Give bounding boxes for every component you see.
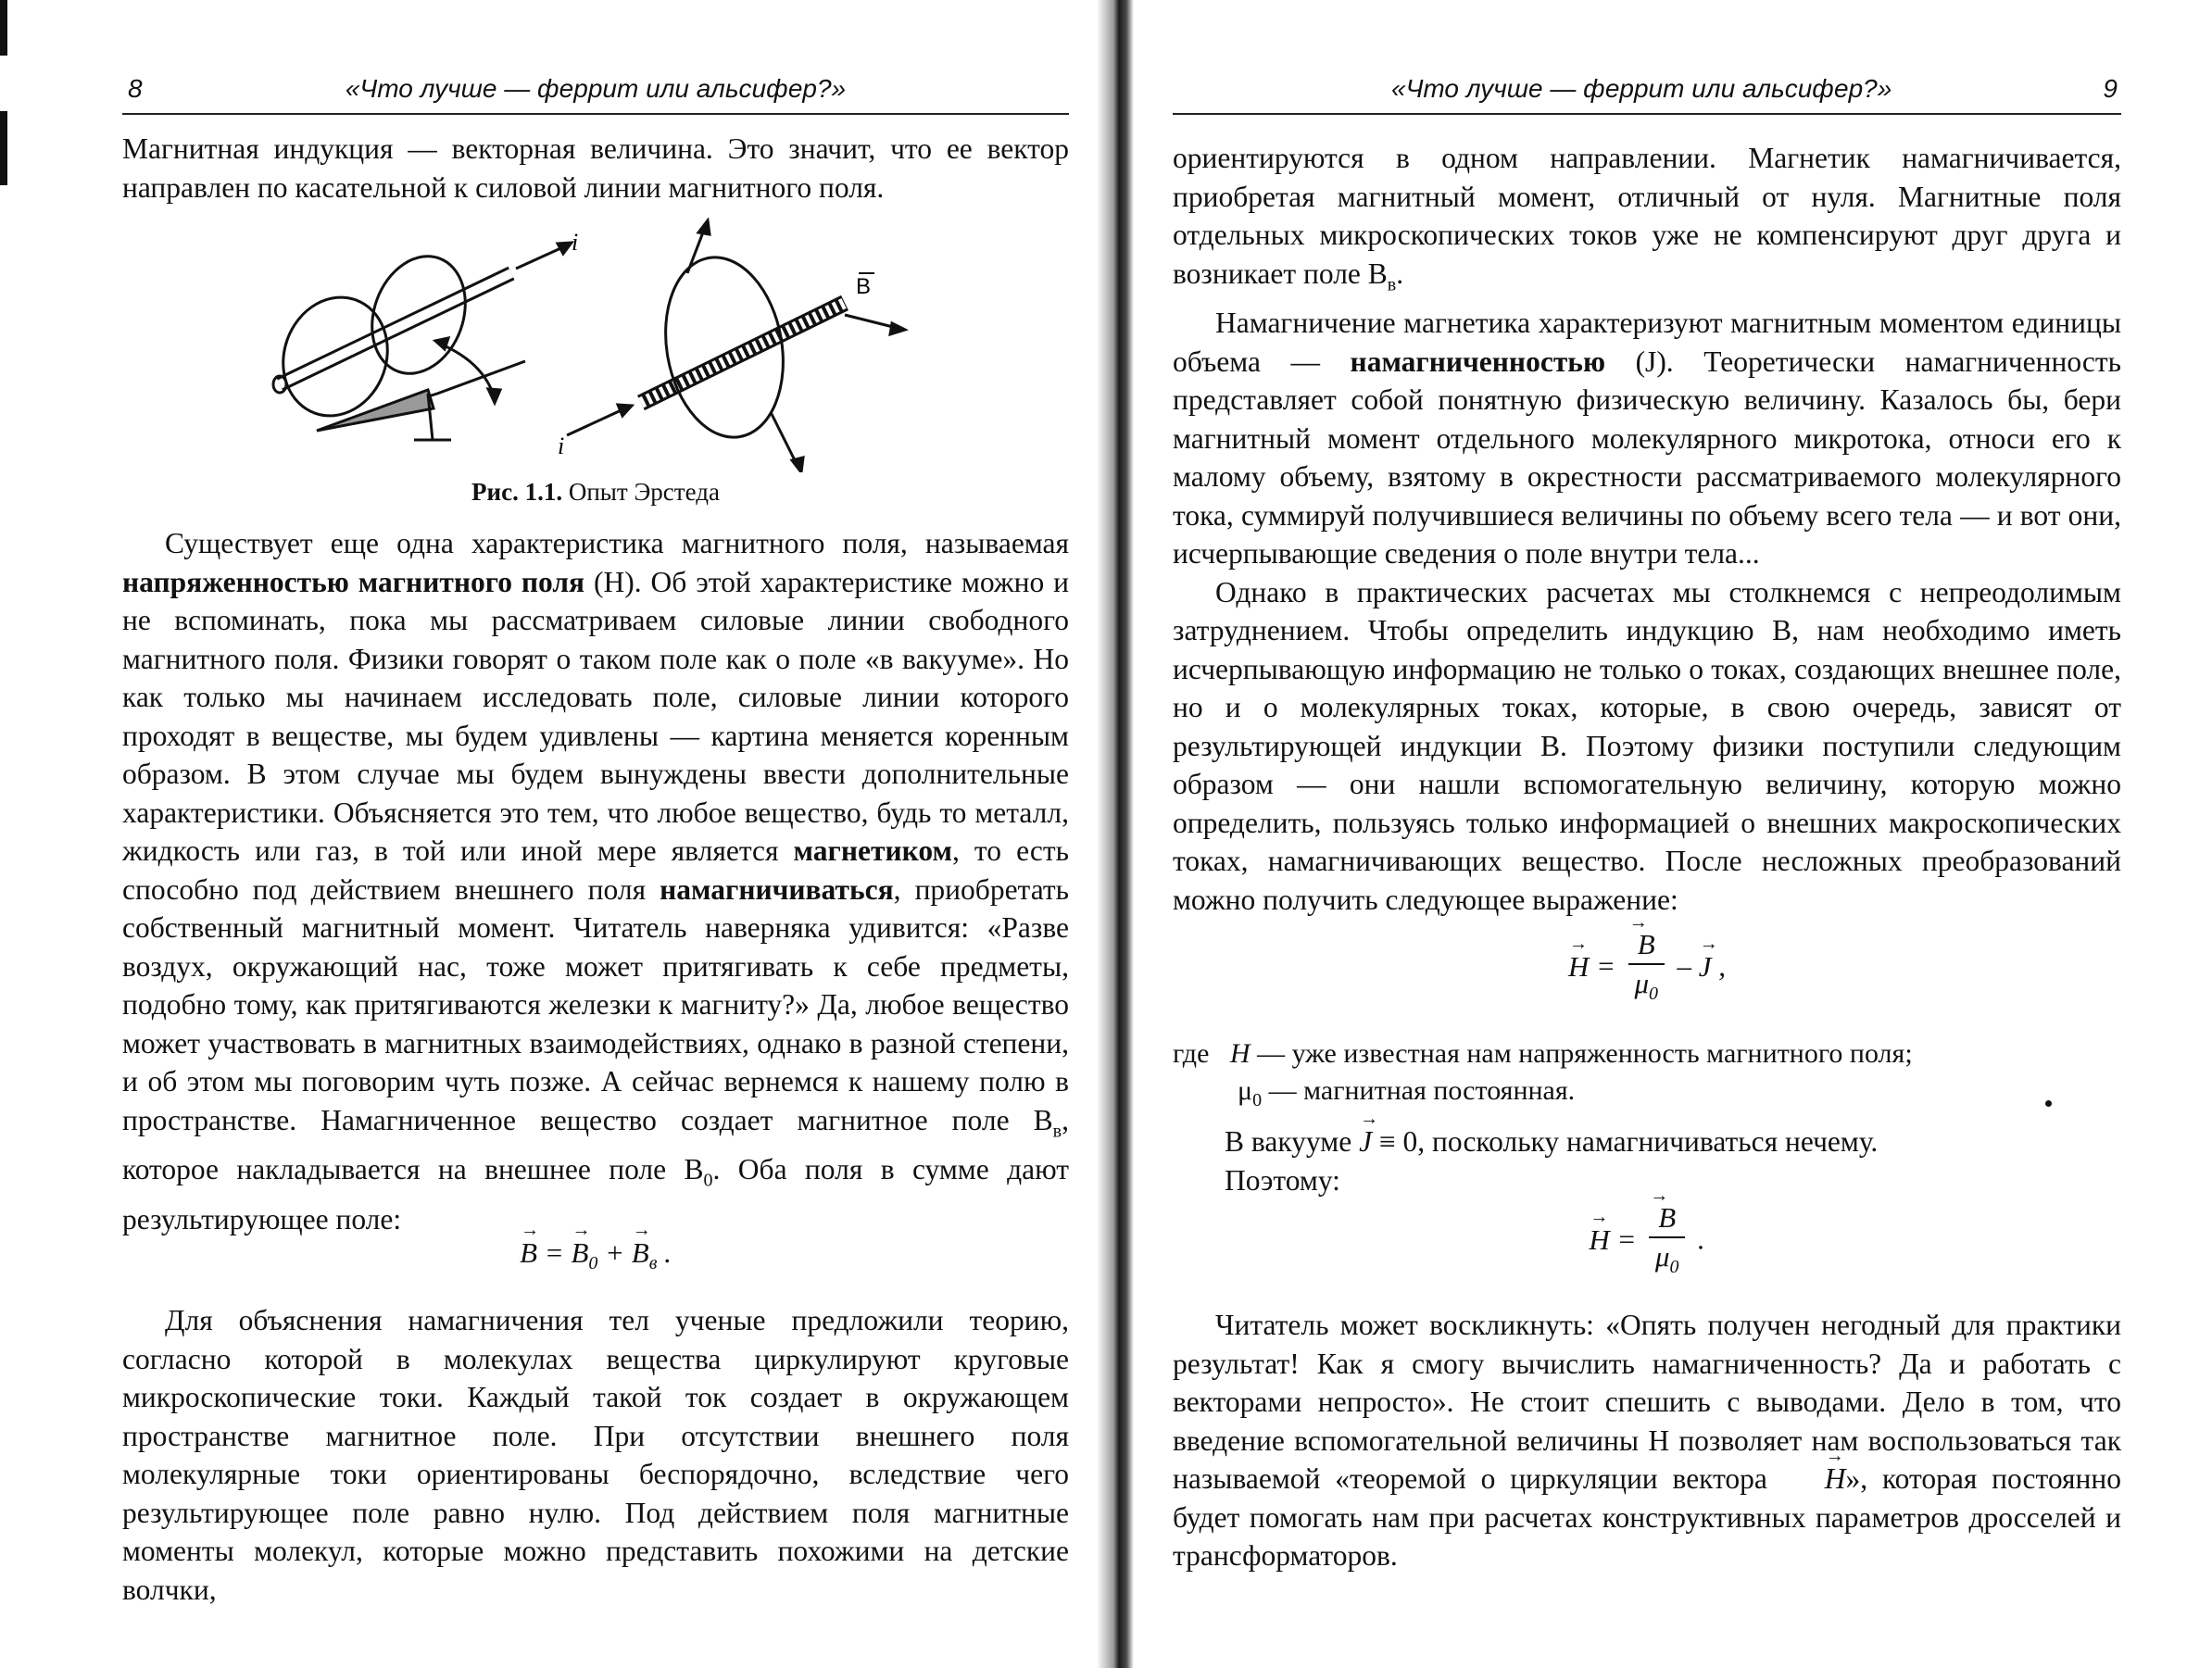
scan-speck	[2045, 1100, 2052, 1107]
formula-induction-sum: → B = → $B_0$ + → $B_в$ .	[122, 1234, 1069, 1284]
caption-text: Опыт Эрстеда	[568, 478, 720, 506]
page-number: 8	[128, 74, 143, 103]
right-page	[1173, 0, 2121, 1668]
left-page	[122, 0, 1069, 1668]
field-label: B	[856, 274, 872, 299]
formula-field-vacuum: → H = → $\frac{B}{\mu_0}$ .	[1173, 1199, 2121, 1285]
binding-edge-mark	[0, 111, 7, 185]
current-label-left: i	[572, 229, 579, 256]
running-title: «Что лучше — феррит или альсифер?»	[1391, 74, 1892, 103]
figure-caption	[122, 478, 1069, 507]
running-header	[122, 72, 1069, 115]
closing-paragraph: Читатель может воскликнуть: «Опять получен негодный для практики результат! Как я смогу вычислить намагниченность? Да и работать с векторами непросто». Не стоит спешить с выводами. Дело в том, что введение вспомогательной величины H позволяет нам воспользоваться так называемой «теоремой о циркуляции вектора → H», которая постоянно будет помогать нам при расчетах конструктивных параметров дросселей и трансформаторов.	[1173, 1306, 2121, 1575]
main-paragraph: Существует еще одна характеристика магнитного поля, называемая напряженностью магнитного поля (H). Об этой характеристике можно и не вспоминать, пока мы рассматриваем силовые линии свободного магнитного поля. Физики говорят о таком поле как о поле «в вакууме». Но как только мы начинаем исследовать поле, силовые линии которого проходят в веществе, мы будем удивлены — картина меняется коренным образом. В этом случае мы будем вынуждены ввести дополнительные характеристики. Объясняется это тем, что любое вещество, будь то металл, жидкость или газ, в той или иной мере является магнетиком, то есть способно под действием внешнего поля намагничиваться, приобретать собственный магнитный момент. Читатель наверняка удивится: «Разве воздух, окружающий нас, тоже может притягивать к себе предметы, подобно тому, как притягиваются железки к магниту?» Да, любое вещество может участвовать в магнитных взаимодействиях, однако в разной степени, и об этом мы поговорим чуть позже. А сейчас вернемся к нашему полю в пространстве. Намагниченное вещество создает магнитное поле $B_в$, которое накладывается на внешнее поле $B_0$. Оба поля в сумме дают результирующее поле:	[122, 527, 1069, 1236]
page-number: 9	[2103, 74, 2118, 103]
vacuum-note: В вакууме → J ≡ 0, поскольку намагничиваться нечему. Поэтому:	[1173, 1122, 2121, 1199]
running-title: «Что лучше — феррит или альсифер?»	[345, 74, 847, 103]
oersted-figure	[252, 218, 1086, 472]
right-text-block: ориентируются в одном направлении. Магнетик намагничивается, приобретая магнитный момент, отличный от нуля. Магнитные поля отдельных микроскопических токов уже не компенсируют друг друга и возникает поле $B_в$. Намагничение магнетика характеризуют магнитным моментом единицы объема — намагниченностью (J). Теоретически намагниченность представляет собой понятную физическую величину. Казалось бы, бери магнитный момент отдельного молекулярного микротока, относи его к малому объему, взятому в окрестности рассматриваемого молекулярного тока, суммируй получившиеся величины по объему всего тела — и вот они, исчерпывающие сведения о поле внутри тела... Однако в практических расчетах мы столкнемся с непреодолимым затруднением. Чтобы определить индукцию B, нам необходимо иметь исчерпывающую информацию не только о токах, создающих внешнее поле, но и о молекулярных токах, которые, в свою очередь, зависят от результирующей индукции B. Поэтому физики поступили следующим образом — они нашли вспомогательную величину, которую можно определить, пользуясь только информацией о внешних макроскопических токах, намагничивающих вещество. После несложных преобразований можно получить следующее выражение:	[1173, 142, 2121, 916]
book-gutter	[1097, 0, 1134, 1668]
intro-paragraph: Магнитная индукция — векторная величина. Это значит, что ее вектор направлен по касательной к силовой линии магнитного поля.	[122, 132, 1069, 204]
formula-field-strength: → H = → $\frac{B}{\mu_0}$ – → J ,	[1173, 926, 2121, 1012]
binding-edge-mark	[0, 0, 7, 56]
running-header	[1173, 72, 2121, 115]
current-label-right: i	[558, 433, 565, 459]
symbol-definitions: где H — уже известная нам напряженность магнитного поля; $\mu_0$ — магнитная постоянная.	[1173, 1038, 1913, 1110]
theory-paragraph: Для объяснения намагничения тел ученые предложили теорию, согласно которой в молекулах вещества циркулируют круговые микроскопические токи. Каждый такой ток создает в окружающем пространстве магнитное поле. При отсутствии внешнего поля молекулярные токи ориентированы беспорядочно, вследствие чего результирующее поле равно нулю. Под действием поля магнитные моменты молекул, которые можно представить похожими на детские волчки,	[122, 1304, 1069, 1606]
straight-conductor-drawing	[267, 243, 572, 440]
caption-label: Рис. 1.1.	[471, 478, 563, 506]
coil-drawing	[567, 220, 905, 472]
